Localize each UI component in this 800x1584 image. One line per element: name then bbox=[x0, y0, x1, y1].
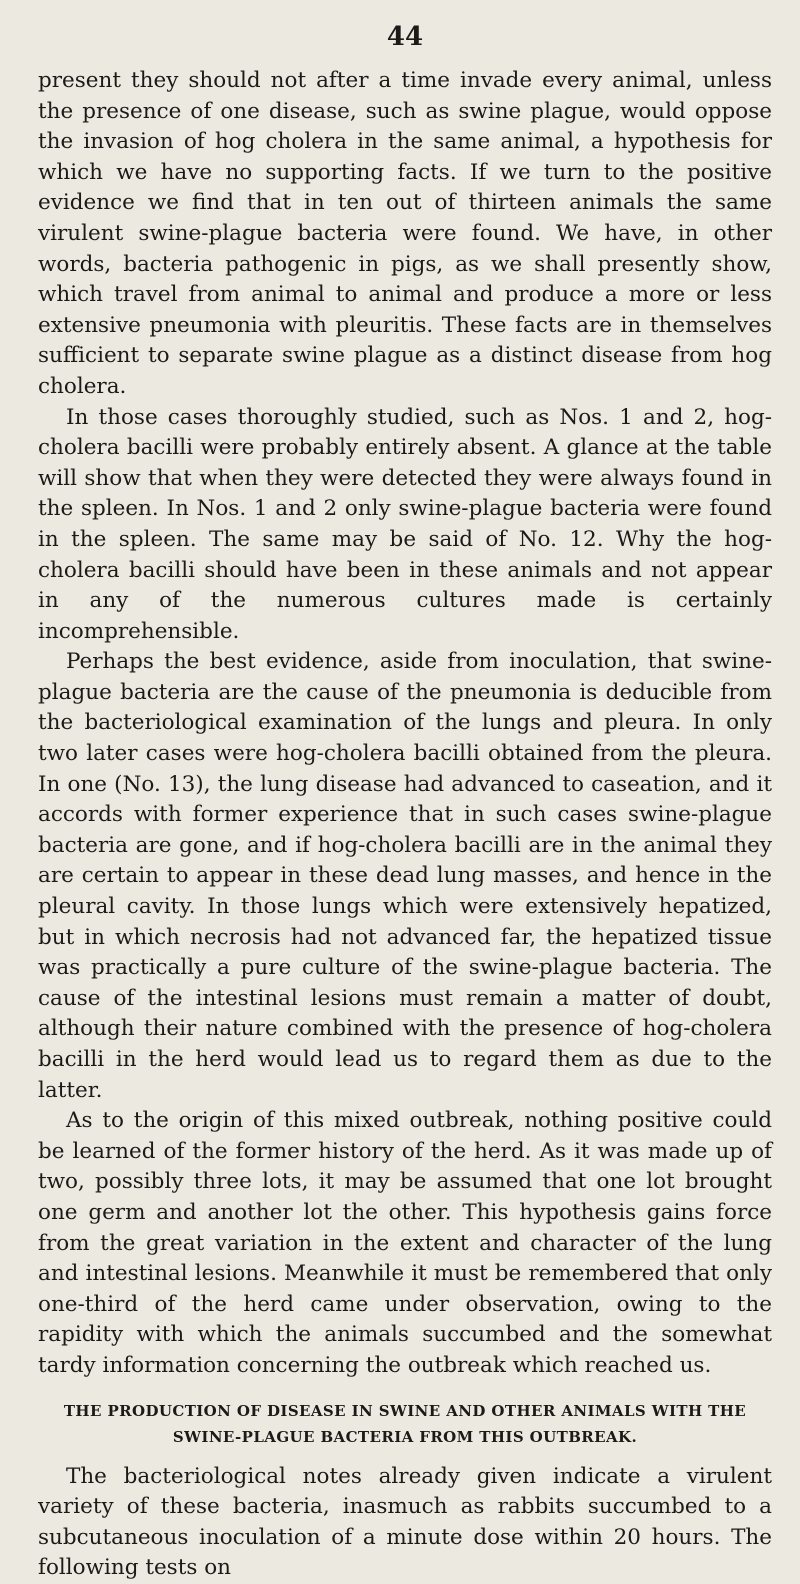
section-heading: THE PRODUCTION OF DISEASE IN SWINE AND OTHER ANIMALS WITH THE SWINE-PLAGUE BACTERIA FROM THIS OUTBREAK. bbox=[63, 1401, 747, 1446]
page-number: 44 bbox=[386, 22, 424, 52]
paragraph-lung-evidence: Perhaps the best evidence, aside from inoculation, that swine-plague bacteria are the cause of the pneumonia is deducible from the bacteriological examination of the lungs and pleura. In only two later cases were hog-cholera bacilli obtained from the pleura. In one (No. 13), the lung disease had advanced to caseation, and it accords with former experience that in such cases swine-plague bacteria are gone, and if hog-cholera bacilli are in the animal they are certain to appear in these dead lung masses, and hence in the pleural cavity. In those lungs which were extensively hepatized, but in which necrosis had not advanced far, the hepatized tissue was practically a pure culture of the swine-plague bacteria. The cause of the intestinal lesions must remain a matter of doubt, although their nature combined with the presence of hog-cholera bacilli in the herd would lead us to regard them as due to the latter. bbox=[38, 649, 772, 1103]
paragraph-bacteriological-notes: The bacteriological notes already given indicate a virulent variety of these bacteria, inasmuch as rabbits succumbed to a subcutaneous inoculation of a minute dose within 20 hours. The following tests on bbox=[38, 1463, 772, 1581]
paragraph-hog-cholera-bacilli: In those cases thoroughly studied, such as Nos. 1 and 2, hog-cholera bacilli were probably entirely absent. A glance at the table will show that when they were detected they were always found in the spleen. In Nos. 1 and 2 only swine-plague bacteria were found in the spleen. The same may be said of No. 12. Why the hog-cholera bacilli should have been in these animals and not appear in any of the numerous cultures made is certainly incomprehensible. bbox=[38, 404, 772, 644]
paragraph-outbreak-origin: As to the origin of this mixed outbreak, nothing positive could be learned of the former history of the herd. As it was made up of two, possibly three lots, it may be assumed that one lot brought one germ and another lot the other. This hypothesis gains force from the great variation in the extent and character of the lung and intestinal lesions. Meanwhile it must be remembered that only one-third of the herd came under observation, owing to the rapidity with which the animals succumbed and the somewhat tardy information concerning the outbreak which reached us. bbox=[38, 1108, 772, 1378]
paragraph-continuation: present they should not after a time invade every animal, unless the presence of one disease, such as swine plague, would oppose the invasion of hog cholera in the same animal, a hypothesis for which we have no supporting facts. If we turn to the positive evidence we find that in ten out of thirteen animals the same virulent swine-plague bacteria were found. We have, in other words, bacteria pathogenic in pigs, as we shall presently show, which travel from animal to animal and produce a more or less extensive pneumonia with pleuritis. These facts are in themselves sufficient to separate swine plague as a distinct disease from hog cholera. bbox=[38, 68, 772, 399]
